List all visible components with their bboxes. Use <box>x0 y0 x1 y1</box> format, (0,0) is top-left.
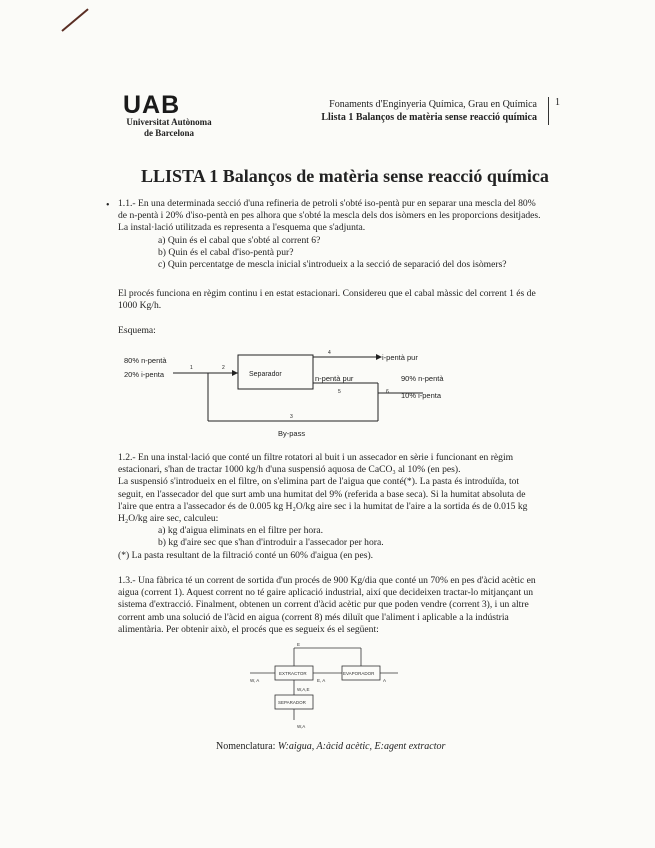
question-1-1-a: a) Quin és el cabal que s'obté al corrent 6? <box>158 234 321 246</box>
stream-wae-label: W,A,E <box>297 687 310 692</box>
bullet-mark: • <box>106 200 110 211</box>
page-number: 1 <box>548 97 560 125</box>
question-1-2-b: b) kg d'aire sec que s'han d'introduir a l'assecador per hora. <box>158 537 384 549</box>
nomenclature-label: Nomenclatura: <box>216 741 276 752</box>
question-1-2-a: a) kg d'aigua eliminats en el filtre per hora. <box>158 525 324 537</box>
problem-1-3: 1.3.- Una fàbrica té un corrent de sortida d'un procés de 900 Kg/dia que conté un 70% en pes d'àcid acètic en aigua (corrent 1). Aquest corrent no té gaire aplicació industrial, així que decideixen tractar-lo mitjançant un sistema d'extracció. Finalment, obtenen un corrent d'àcid acètic pur que poden vendre (corrent 3), i un altre corrent amb una solució de l'àcid en aigua (corrent 8) més diluït que l'aliment i aplicable a la indústria alimentària. Per obtenir això, el procés que es segueix és el següent: <box>118 575 536 635</box>
feed-n-pentane: 80% n-pentà <box>124 356 167 365</box>
extractant-label: E <box>297 642 301 647</box>
problem-1-2-details: La suspensió s'introdueix en el filtre, on s'elimina part de l'aigua que conté(*). La pasta és introduïda, tot seguit, en l'assecador del que surt amb una humitat del 9% (referida a base seca). Si la humitat absoluta de l'aire que entra a l'assecador és de 0.005 kg H₂O/kg aire sec i la humitat de l'aire a la sortida és de 0.015 kg H₂O/kg aire sec, calculeu: <box>118 476 528 525</box>
page-header <box>321 98 537 124</box>
pure-i-pentane: i-pentà pur <box>382 353 418 362</box>
process-diagram-2 <box>240 638 400 733</box>
problem-1-2 <box>118 452 545 562</box>
stream-ea-label: E, A <box>317 678 326 683</box>
pure-n-pentane: n-pentà pur <box>315 374 354 383</box>
problem-1-2-statement: 1.2.- En una instal·lació que conté un filtre rotatori al buit i un assecador en sèrie i funcionant en règim estacionari, s'han de tractar 1000 kg/h d'una suspensió aquosa de CaCO₃ al 10% (en pes). <box>118 452 514 476</box>
course-name: Fonaments d'Enginyeria Química, Grau en Química <box>329 99 537 110</box>
process-diagram-1 <box>118 343 478 443</box>
product-i-pentane: 10% i-penta <box>401 391 442 400</box>
university-line-1: Universitat Autònoma <box>126 117 212 127</box>
feed-wa-label: W, A <box>250 678 260 683</box>
feed-i-pentane: 20% i-penta <box>124 370 165 379</box>
bypass-label: By-pass <box>278 429 306 438</box>
page-title: LLISTA 1 Balanços de matèria sense reacció química <box>141 166 549 186</box>
separator-label: Separador <box>249 371 282 378</box>
question-1-1-c: c) Quin percentatge de mescla inicial s'introdueix a la secció de separació del dos isòmers? <box>158 259 507 271</box>
extractor-label: EXTRACTOR <box>279 671 307 676</box>
stream-3-label: 3 <box>290 414 293 420</box>
evaporator-label: EVAPORADOR <box>343 671 375 676</box>
uab-logo: UAB <box>123 91 181 119</box>
university-name <box>121 117 217 139</box>
stream-6-label: 6 <box>386 389 389 395</box>
nomenclature-text: W:aigua, A:àcid acètic, E:agent extractor <box>277 741 446 752</box>
acid-label: A <box>383 678 387 683</box>
process-description: El procés funciona en règim continu i en estat estacionari. Considereu que el cabal màssic del corrent 1 és de 1000 Kg/h. <box>118 288 536 312</box>
problem-1-1-statement: 1.1.- En una determinada secció d'una refineria de petroli s'obté iso-pentà pur en separar una mescla del 80% de n-pentà i 20% d'iso-pentà en pes alhora que s'obté la mescla dels dos isòmers en les proporcions desitjades. La instal·lació utilitzada es representa a l'esquema que s'adjunta. <box>118 198 541 234</box>
stream-2-label: 2 <box>222 365 225 371</box>
separator-label-2: SEPARADOR <box>278 700 306 705</box>
university-line-2: de Barcelona <box>143 128 195 138</box>
nomenclature <box>216 741 445 752</box>
pen-mark <box>61 8 88 31</box>
stream-5-label: 5 <box>338 389 341 395</box>
stream-wa-out-label: W,A <box>297 724 306 729</box>
list-name: Llista 1 Balanços de matèria sense reacció química <box>321 112 537 123</box>
problem-1-1 <box>118 198 545 271</box>
scheme-label: Esquema: <box>118 325 156 336</box>
footnote-1-2: (*) La pasta resultant de la filtració conté un 60% d'aigua (en pes). <box>118 549 374 561</box>
stream-1-label: 1 <box>190 365 193 371</box>
stream-4-label: 4 <box>328 350 331 356</box>
product-n-pentane: 90% n-pentà <box>401 374 444 383</box>
question-1-1-b: b) Quin és el cabal d'iso-pentà pur? <box>158 246 294 258</box>
